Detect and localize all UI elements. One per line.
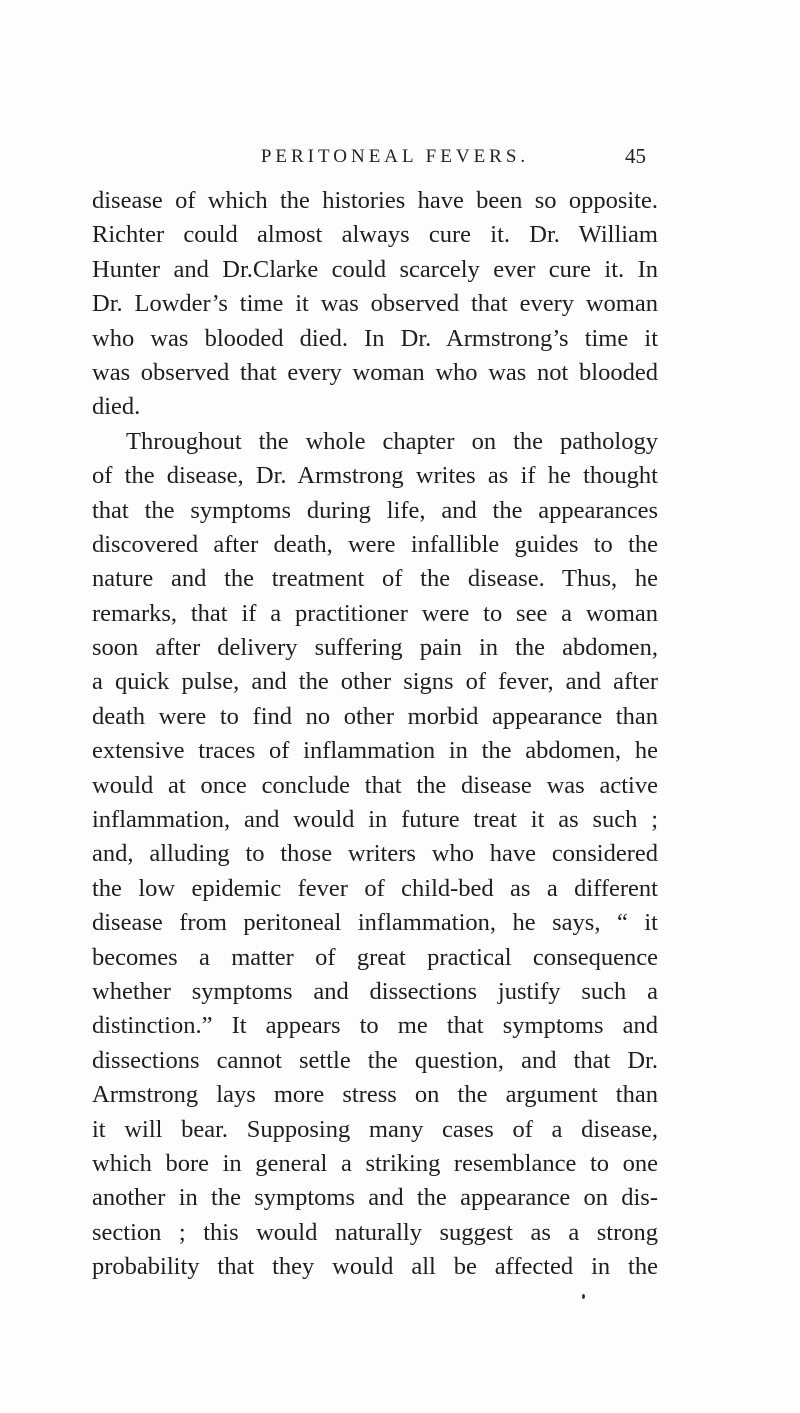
text-line: that the symptoms during life, and the appearances: [92, 496, 658, 524]
text-line: a quick pulse, and the other signs of fever, and after: [92, 668, 658, 696]
text-line: and, alluding to those writers who have considered: [92, 840, 658, 868]
text-line: inflammation, and would in future treat it as such ;: [92, 806, 658, 834]
text-line: who was blooded died. In Dr. Armstrong’s time it: [92, 324, 658, 352]
ink-speck: [582, 1294, 585, 1299]
text-line: whether symptoms and dissections justify such a: [92, 977, 658, 1005]
running-head-title: PERITONEAL FEVERS.: [260, 146, 530, 167]
page-number: 45: [625, 144, 646, 168]
text-line: was observed that every woman who was not blooded: [92, 358, 658, 386]
text-line: disease of which the histories have been so opposite.: [92, 187, 658, 214]
text-line: soon after delivery suffering pain in the abdomen,: [92, 634, 658, 662]
text-line: would at once conclude that the disease was active: [92, 771, 658, 799]
text-line: Dr. Lowder’s time it was observed that every woman: [92, 290, 658, 318]
text-line: Armstrong lays more stress on the argument than: [92, 1081, 658, 1109]
text-line: it will bear. Supposing many cases of a disease,: [92, 1115, 658, 1143]
text-line: dissections cannot settle the question, and that Dr.: [92, 1046, 658, 1074]
text-line: death were to find no other morbid appearance than: [92, 702, 658, 730]
text-line: the low epidemic fever of child-bed as a different: [92, 874, 658, 902]
text-line: another in the symptoms and the appearance on dis-: [92, 1184, 658, 1212]
body-text: [92, 184, 658, 1285]
text-line: remarks, that if a practitioner were to see a woman: [92, 599, 658, 627]
text-line: discovered after death, were infallible guides to the: [92, 530, 658, 558]
paragraph-start-line: Throughout the whole chapter on the pathology: [126, 427, 658, 455]
text-line: Richter could almost always cure it. Dr. William: [92, 221, 658, 249]
text-line: becomes a matter of great practical consequence: [92, 943, 658, 971]
text-line: nature and the treatment of the disease. Thus, he: [92, 565, 658, 593]
text-line: section ; this would naturally suggest as a strong: [92, 1218, 658, 1246]
text-line: disease from peritoneal inflammation, he says, “ it: [92, 909, 658, 937]
text-line: probability that they would all be affected in the: [92, 1253, 658, 1281]
text-line: distinction.” It appears to me that symptoms and: [92, 1012, 658, 1040]
text-line: died.: [92, 393, 141, 421]
text-line: Hunter and Dr.Clarke could scarcely ever cure it. In: [92, 255, 658, 283]
text-line: of the disease, Dr. Armstrong writes as if he thought: [92, 462, 658, 490]
text-line: which bore in general a striking resemblance to one: [92, 1149, 658, 1177]
text-line: extensive traces of inflammation in the abdomen, he: [92, 737, 658, 765]
